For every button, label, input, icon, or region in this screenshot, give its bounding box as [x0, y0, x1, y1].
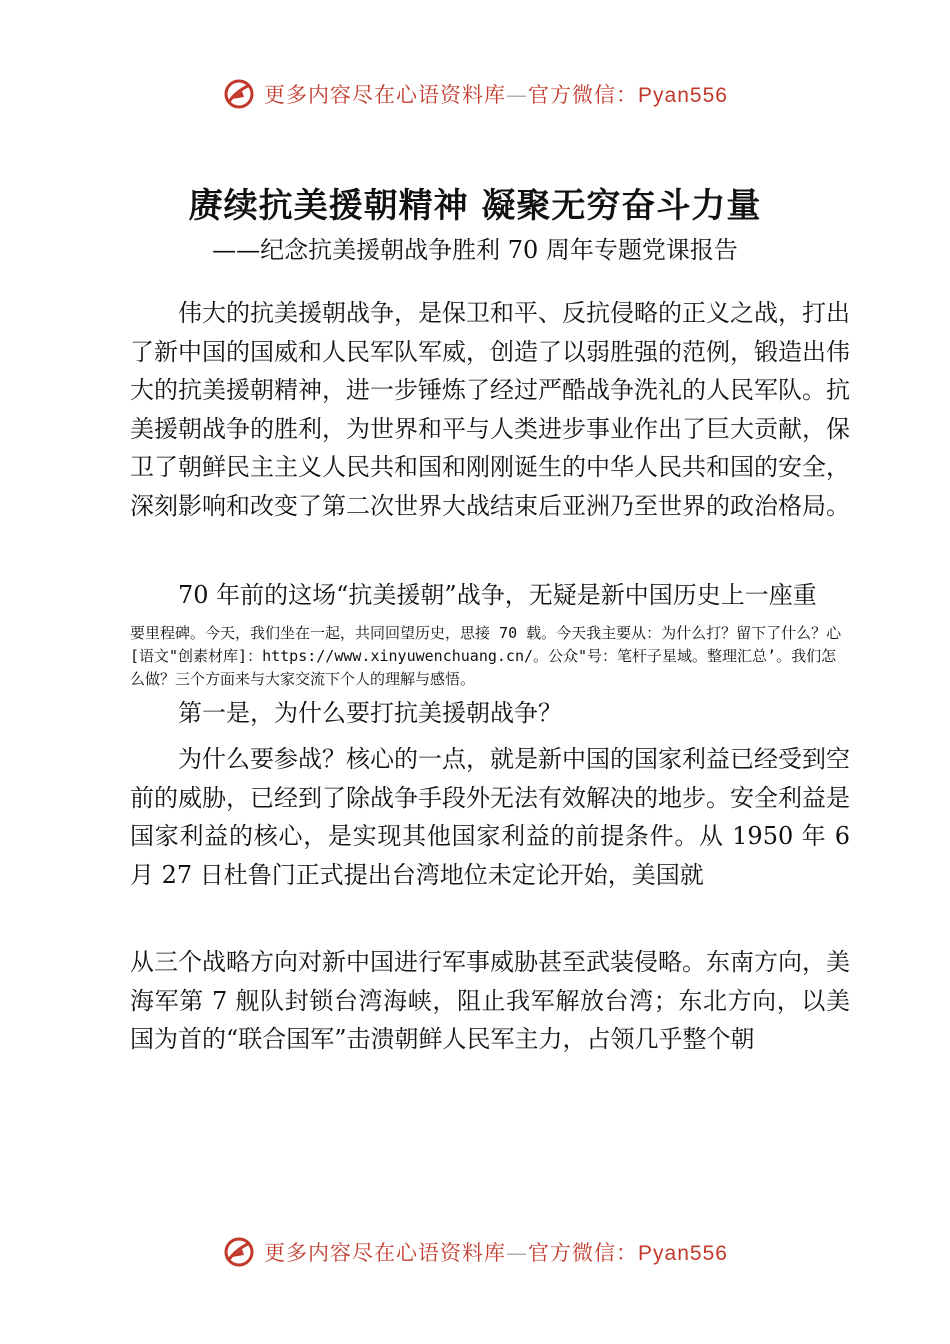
body-block-4	[130, 943, 850, 1059]
brush-logo-icon	[222, 1235, 256, 1269]
header-banner	[0, 74, 950, 114]
banner-wechat-label: 官方微信：	[528, 1241, 639, 1265]
banner-dash: —	[506, 83, 529, 107]
body-block-heading	[130, 694, 850, 733]
paragraph-3b: 从三个战略方向对新中国进行军事威胁甚至武装侵略。东南方向，美海军第 7 舰队封锁台湾海峡，阻止我军解放台湾；东北方向，以美国为首的“联合国军”击溃朝鲜人民军主力，占领几乎整个朝	[130, 948, 850, 1054]
banner-wechat-id: Pyan556	[638, 84, 728, 107]
body-block-3	[130, 740, 850, 894]
page-subtitle: ——纪念抗美援朝战争胜利 70 周年专题党课报告	[212, 236, 738, 264]
banner-wechat-label: 官方微信：	[528, 83, 639, 107]
banner-dash: —	[506, 1241, 529, 1265]
section-heading-1: 第一是，为什么要打抗美援朝战争？	[178, 699, 562, 727]
body-block-2-small	[130, 622, 850, 691]
paragraph-2: 70 年前的这场“抗美援朝”战争，无疑是新中国历史上一座重	[178, 581, 817, 609]
brush-logo-icon	[222, 77, 256, 111]
body-block-2	[130, 576, 850, 615]
page-title: 赓续抗美援朝精神 凝聚无穷奋斗力量	[188, 186, 762, 226]
banner-text	[264, 79, 728, 109]
paragraph-3a: 为什么要参战？核心的一点，就是新中国的国家利益已经受到空前的威胁，已经到了除战争手段外无法有效解决的地步。安全利益是国家利益的核心，是实现其他国家利益的前提条件。从 1950 年 6 月 27 日杜鲁门正式提出台湾地位未定论开始，美国就	[130, 745, 850, 889]
body-block-1	[130, 294, 850, 526]
banner-main-text: 更多内容尽在心语资料库	[264, 83, 507, 107]
banner-text	[264, 1237, 728, 1267]
banner-wechat-id: Pyan556	[638, 1242, 728, 1265]
banner-main-text: 更多内容尽在心语资料库	[264, 1241, 507, 1265]
paragraph-2-small: 要里程碑。今天，我们坐在一起，共同回望历史，思接 70 载。今天我主要从：为什么打？留下了什么？心[语文"创素材库]：https://www.xinyuwenchuang.cn/。公众"号：笔杆子星域。整理汇总’。我们怎么做？三个方面来与大家交流下个人的理解与感悟。	[130, 624, 842, 688]
paragraph-1: 伟大的抗美援朝战争，是保卫和平、反抗侵略的正义之战，打出了新中国的国威和人民军队军威，创造了以弱胜强的范例，锻造出伟大的抗美援朝精神，进一步锤炼了经过严酷战争洗礼的人民军队。抗美援朝战争的胜利，为世界和平与人类进步事业作出了巨大贡献，保卫了朝鲜民主主义人民共和国和刚刚诞生的中华人民共和国的安全，深刻影响和改变了第二次世界大战结束后亚洲乃至世界的政治格局。	[130, 299, 850, 520]
footer-banner	[0, 1232, 950, 1272]
